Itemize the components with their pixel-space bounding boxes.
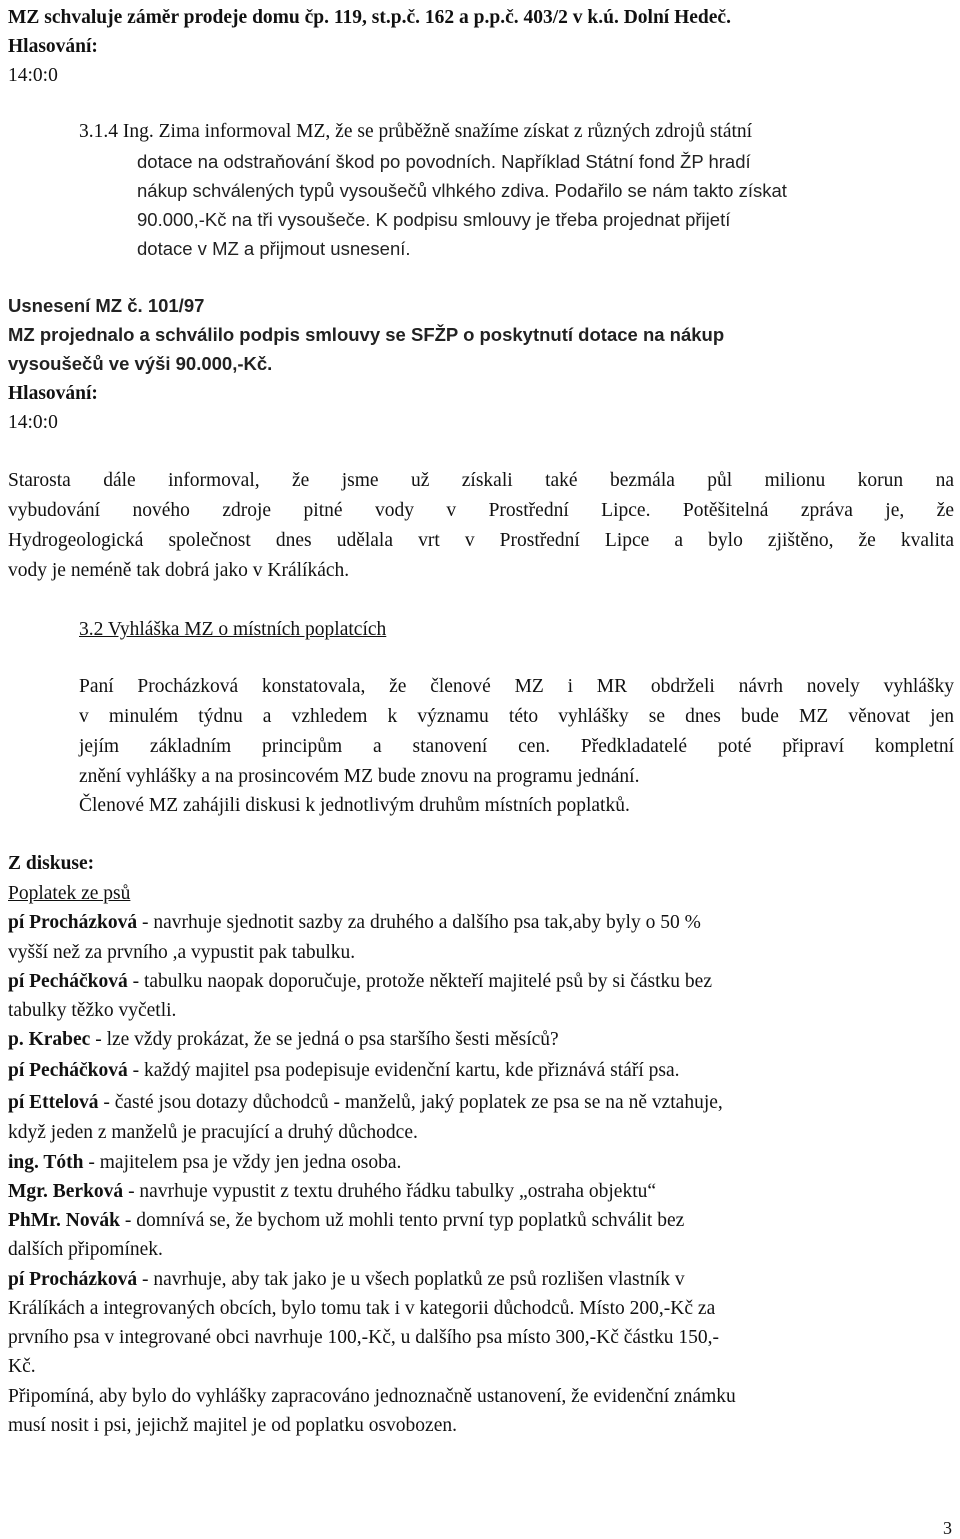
resolution-number: Usnesení MZ č. 101/97: [8, 295, 205, 316]
discussion-entry: [8, 1211, 684, 1231]
discussion-entry: [8, 1270, 685, 1290]
item-314-line: 90.000,-Kč na tři vysoušeče. K podpisu smlouvy je třeba projednat přijetí: [137, 209, 731, 230]
vote-result: 14:0:0: [8, 412, 58, 433]
section-heading: 3.2 Vyhláška MZ o místních poplatcích: [79, 619, 387, 640]
speaker: pí Pecháčková: [8, 1060, 128, 1081]
statement: - tabulku naopak doporučuje, protože někteří majitelé psů by si částku bez: [127, 971, 712, 992]
section-32-line: Paní Procházková konstatovala, že členové MZ i MR obdrželi návrh novely vyhlášky: [79, 676, 954, 697]
statement-continuation: vyšší než za prvního ,a vypustit pak tabulku.: [8, 942, 356, 963]
item-314-line: dotace v MZ a přijmout usnesení.: [137, 238, 411, 259]
statement: - majitelem psa je vždy jen jedna osoba.: [83, 1152, 402, 1173]
item-314-line: dotace na odstraňování škod po povodních. Například Státní fond ŽP hradí: [137, 151, 751, 172]
vote-result: 14:0:0: [8, 65, 58, 86]
mayor-paragraph-line: Starosta dále informoval, že jsme už získali také bezmála půl milionu korun na: [8, 470, 954, 491]
speaker: pí Procházková: [8, 1269, 138, 1290]
speaker: pí Ettelová: [8, 1092, 99, 1113]
closing-paragraph: musí nosit i psi, jejichž majitel je od poplatku osvobozen.: [8, 1415, 457, 1436]
mayor-paragraph-line: vybudování nového zdroje pitné vody v Prostřední Lipce. Potěšitelná zpráva je, že: [8, 500, 954, 521]
statement-continuation: dalších připomínek.: [8, 1239, 163, 1260]
statement-continuation: když jeden z manželů je pracující a druhý důchodce.: [8, 1122, 418, 1143]
closing-paragraph: Připomíná, aby bylo do vyhlášky zapracováno jednoznačně ustanovení, že evidenční známku: [8, 1386, 736, 1407]
section-32-line: jejím základním principům a stanovení cen. Předkladatelé poté připraví kompletní: [79, 736, 954, 757]
section-32-line: v minulém týdnu a vzhledem k významu této vyhlášky se dnes bude MZ věnovat jen: [79, 706, 954, 727]
statement-continuation: tabulky těžko vyčetli.: [8, 1000, 177, 1021]
vote-label: Hlasování:: [8, 36, 98, 57]
statement: - domnívá se, že bychom už mohli tento první typ poplatků schválit bez: [119, 1210, 685, 1231]
mayor-paragraph-line: Hydrogeologická společnost dnes udělala vrt v Prostřední Lipce a bylo zjištěno, že kvalita: [8, 530, 954, 551]
statement: - každý majitel psa podepisuje evidenční kartu, kde přiznává stáří psa.: [127, 1060, 680, 1081]
discussion-entry: [8, 972, 712, 992]
discussion-entry: [8, 1061, 680, 1081]
statement: - navrhuje sjednotit sazby za druhého a dalšího psa tak,aby byly o 50 %: [137, 912, 701, 933]
resolution-text: MZ projednalo a schválilo podpis smlouvy se SFŽP o poskytnutí dotace na nákup: [8, 324, 725, 345]
speaker: p. Krabec: [8, 1029, 91, 1050]
speaker: ing. Tóth: [8, 1152, 84, 1173]
item-314-line: nákup schválených typů vysoušečů vlhkého zdiva. Podařilo se nám takto získat: [137, 180, 787, 201]
speaker: pí Procházková: [8, 912, 138, 933]
section-32-line: Členové MZ zahájili diskusi k jednotlivým druhům místních poplatků.: [79, 795, 630, 816]
decision-prodej-domu: MZ schvaluje záměr prodeje domu čp. 119, st.p.č. 162 a p.p.č. 403/2 v k.ú. Dolní Hedeč.: [8, 7, 731, 28]
discussion-subheading: Poplatek ze psů: [8, 883, 131, 904]
speaker: PhMr. Novák: [8, 1210, 120, 1231]
statement-continuation: Králíkách a integrovaných obcích, bylo tomu tak i v kategorii důchodců. Místo 200,-Kč za: [8, 1298, 716, 1319]
discussion-entry: [8, 1153, 401, 1173]
statement-continuation: prvního psa v integrované obci navrhuje 100,-Kč, u dalšího psa místo 300,-Kč částku 150,-: [8, 1327, 720, 1348]
statement: - časté jsou dotazy důchodců - manželů, jaký poplatek ze psa se na ně vztahuje,: [98, 1092, 723, 1113]
discussion-entry: [8, 1030, 559, 1050]
discussion-entry: [8, 1093, 723, 1113]
statement-continuation: Kč.: [8, 1356, 36, 1377]
item-314-line: 3.1.4 Ing. Zima informoval MZ, že se průběžně snažíme získat z různých zdrojů státní: [79, 121, 753, 142]
discussion-heading: Z diskuse:: [8, 853, 95, 874]
page-number: 3: [943, 1518, 952, 1538]
discussion-entry: [8, 1182, 656, 1202]
resolution-text: vysoušečů ve výši 90.000,-Kč.: [8, 353, 273, 374]
mayor-paragraph-line: vody je neméně tak dobrá jako v Králíkách.: [8, 560, 350, 581]
discussion-entry: [8, 913, 701, 933]
speaker: Mgr. Berková: [8, 1181, 124, 1202]
statement: - navrhuje, aby tak jako je u všech poplatků ze psů rozlišen vlastník v: [137, 1269, 685, 1290]
statement: - lze vždy prokázat, že se jedná o psa staršího šesti měsíců?: [90, 1029, 559, 1050]
speaker: pí Pecháčková: [8, 971, 128, 992]
statement: - navrhuje vypustit z textu druhého řádku tabulky „ostraha objektu“: [123, 1181, 657, 1202]
vote-label: Hlasování:: [8, 383, 98, 404]
section-32-line: znění vyhlášky a na prosincovém MZ bude znovu na programu jednání.: [79, 766, 640, 787]
